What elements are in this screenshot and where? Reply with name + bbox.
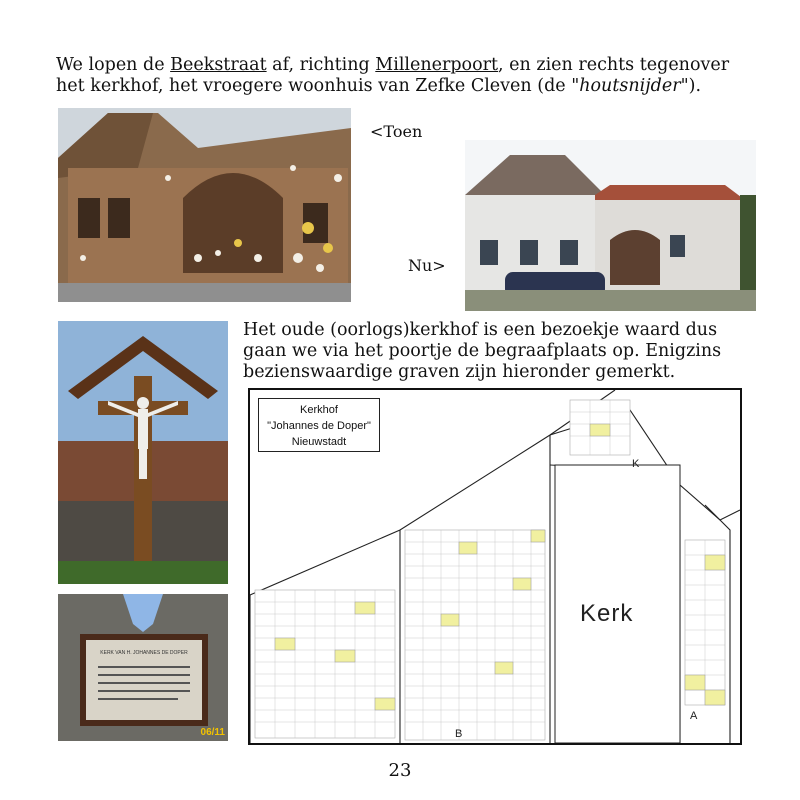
nickname: houtsnijder [579,76,681,96]
cemetery-paragraph: Het oude (oorlogs)kerkhof is een bezoekje waard dus gaan we via het poortje de begraafplaats op. Enigzins bezienswaardige graven zijn hieronder gemerkt. [243,320,722,382]
intro-text: "). [680,76,702,96]
cemetery-map [248,388,742,745]
intro-text: We lopen de [56,55,171,75]
photo-date-stamp: 06/11 [200,727,225,738]
photo-house-then [58,108,351,302]
church-label: Kerk [580,600,634,627]
map-title [258,398,380,452]
photo-house-now [465,140,756,311]
intro-paragraph [56,55,756,97]
street-link-millenerpoort: Millenerpoort [375,55,499,75]
label-now: Nu> [408,256,446,275]
marker-k: K [632,458,640,470]
map-title-line: Nieuwstadt [291,436,347,448]
marker-b: B [455,728,463,740]
label-then: <Toen [370,122,423,141]
photo-plaque [58,594,228,741]
map-title-line: Kerkhof [300,404,338,416]
photo-crucifix [58,321,228,584]
intro-text: af, richting [266,55,376,75]
street-link-beekstraat: Beekstraat [170,55,267,75]
map-title-line: "Johannes de Doper" [267,420,371,432]
page-number: 23 [388,760,412,781]
plaque-heading: KERK VAN H. JOHANNES DE DOPER [100,650,188,656]
intro-text: , en zien rechts tegenover het kerkhof, het vroegere woonhuis van Zefke Cleven (de " [56,55,730,96]
marker-a: A [690,710,698,722]
